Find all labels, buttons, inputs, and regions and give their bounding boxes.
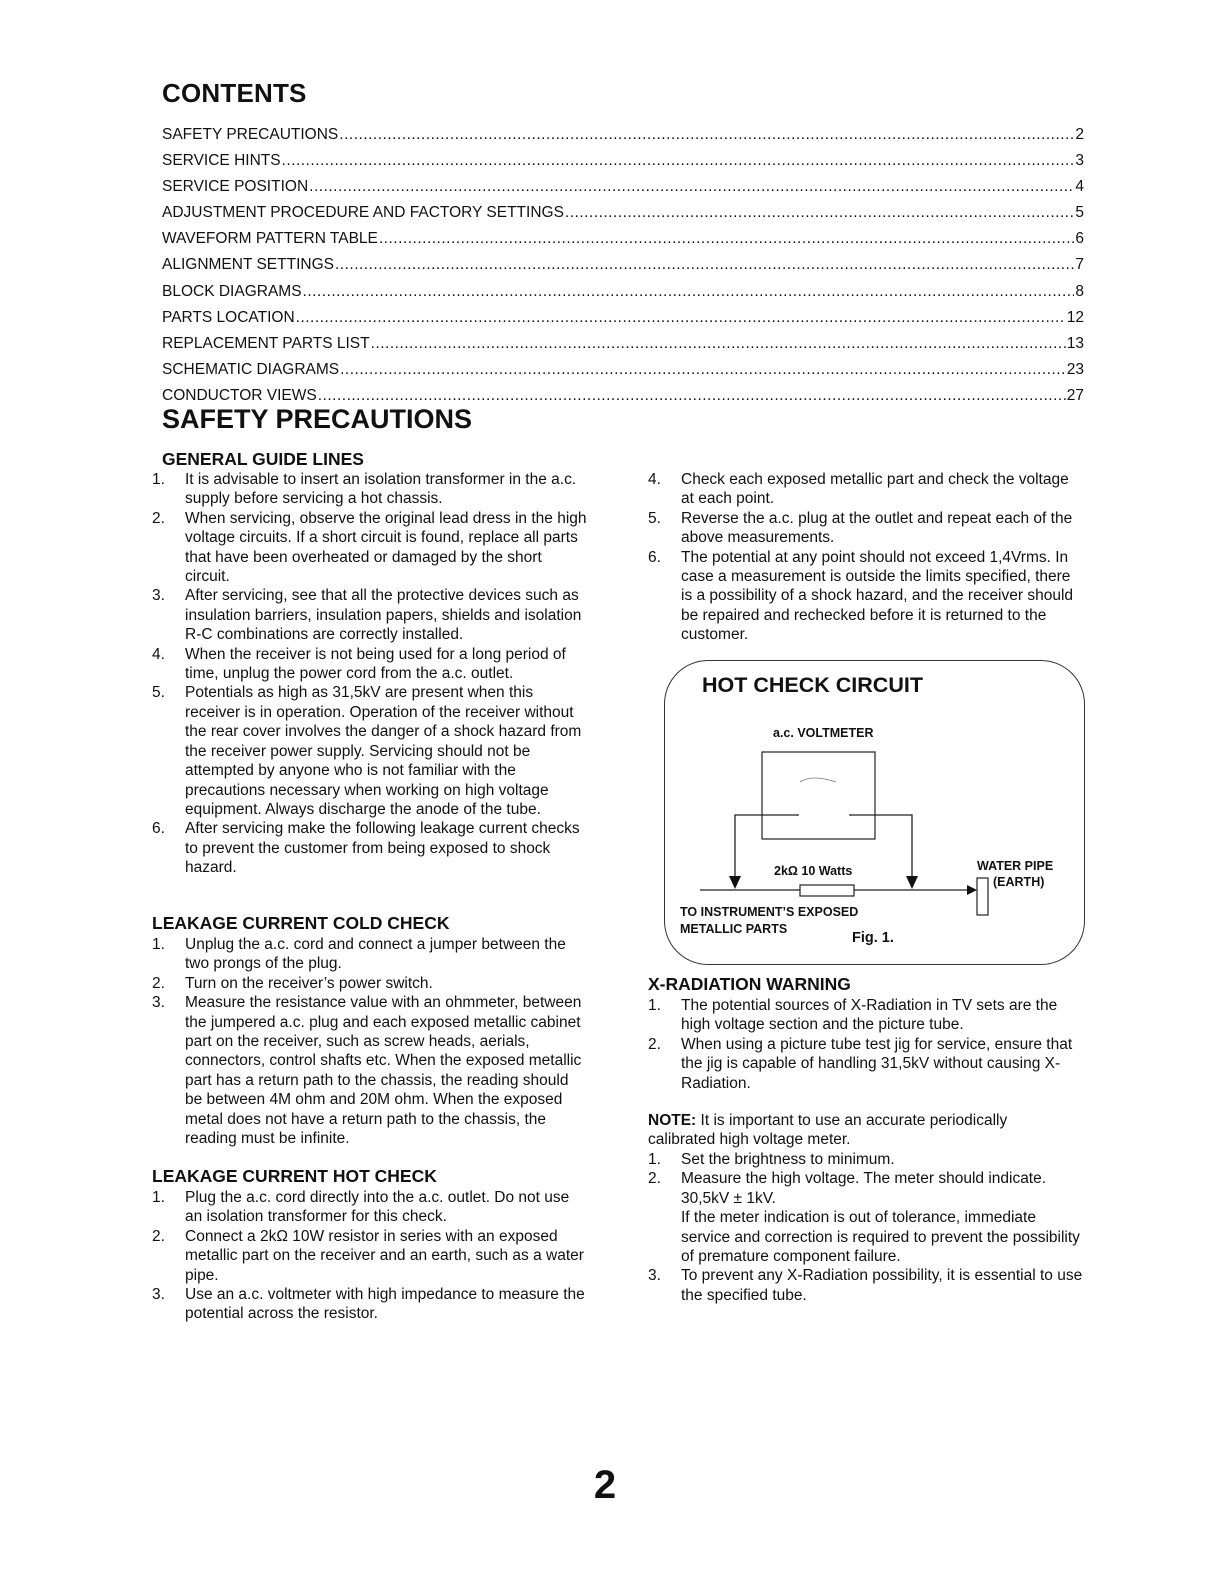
list-item-number: 1.	[152, 936, 165, 953]
table-of-contents	[162, 125, 1084, 412]
list-item-text: To prevent any X-Radiation possibility, it is essential to use the specified tube.	[681, 1267, 1083, 1304]
cold-check-heading: LEAKAGE CURRENT COLD CHECK	[152, 913, 450, 933]
list-item-number: 2.	[648, 1170, 661, 1188]
resistor-label: 2kΩ 10 Watts	[774, 864, 853, 878]
toc-entry	[162, 308, 1084, 334]
toc-leader-dots	[296, 308, 1066, 328]
list-item-text: The potential sources of X-Radiation in TV sets are the high voltage section and the picture tube.	[681, 997, 1058, 1034]
list-item-number: 2.	[152, 974, 165, 992]
resistor-symbol	[800, 885, 854, 896]
toc-entry	[162, 151, 1084, 177]
instrument-label: TO INSTRUMENT’S EXPOSED	[680, 905, 859, 919]
safety-precautions-title: SAFETY PRECAUTIONS	[162, 404, 473, 434]
list-item-number: 6.	[152, 820, 165, 838]
toc-entry	[162, 177, 1084, 203]
toc-leader-dots	[309, 177, 1074, 197]
list-item	[152, 509, 587, 587]
toc-leader-dots	[282, 151, 1075, 171]
list-item	[648, 1035, 1083, 1093]
list-item-number: 3.	[648, 1267, 661, 1285]
list-item-text: Reverse the a.c. plug at the outlet and repeat each of the above measurements.	[681, 509, 1073, 547]
list-item-text: Connect a 2kΩ 10W resistor in series with an exposed metallic part on the receiver and an earth, such as a water pipe.	[185, 1227, 584, 1284]
toc-entry-label: CONDUCTOR VIEWS	[162, 386, 317, 404]
toc-entry-page: 6	[1075, 230, 1084, 248]
hot-check-circuit-title: HOT CHECK CIRCUIT	[702, 673, 923, 697]
list-item-text: When servicing, observe the original lead dress in the high voltage circuits. If a short circuit is found, replace all parts that have been overheated or damaged by the short circuit.	[185, 509, 587, 586]
list-item-extra-text: If the meter indication is out of tolerance, immediate service and correction is required to prevent the possibility of premature component failure.	[681, 1209, 1080, 1266]
toc-entry-page: 23	[1066, 360, 1084, 378]
list-item-number: 1.	[152, 471, 165, 488]
list-item-text: Plug the a.c. cord directly into the a.c. outlet. Do not use an isolation transformer for this check.	[185, 1189, 570, 1226]
toc-entry-label: SAFETY PRECAUTIONS	[162, 126, 339, 143]
toc-entry-page: 13	[1066, 334, 1084, 352]
general-guide-lines-list	[152, 470, 587, 878]
earth-label: (EARTH)	[993, 875, 1045, 889]
toc-entry	[162, 255, 1084, 281]
list-item	[152, 935, 587, 974]
list-item-number: 6.	[648, 548, 661, 566]
list-item-number: 5.	[152, 684, 165, 702]
toc-entry-page: 3	[1075, 152, 1084, 170]
toc-entry-label: SERVICE HINTS	[162, 152, 281, 170]
toc-entry	[162, 282, 1084, 308]
list-item-text: Potentials as high as 31,5kV are present when this receiver is in operation. Operation of the receiver without the rear cover involves the danger of a shock hazard from the receiver power supply. Servicing should not be attempted by anyone who is not familiar with the precautions necessary when working on high voltage equipment. Always discharge the anode of the tube.	[185, 684, 582, 818]
list-item	[648, 1150, 1083, 1169]
note-label: NOTE:	[648, 1112, 697, 1129]
list-item-number: 1.	[648, 997, 661, 1014]
list-item-text: Turn on the receiver’s power switch.	[185, 974, 433, 992]
list-item	[648, 548, 1083, 645]
list-item-number: 3.	[152, 994, 165, 1012]
list-item-text: The potential at any point should not exceed 1,4Vrms. In case a measurement is outside the limits specified, there is a possibility of a shock hazard, and the receiver should be repaired and rechecked before it is returned to the customer.	[681, 548, 1074, 644]
list-item	[648, 470, 1083, 509]
list-item-number: 4.	[648, 471, 661, 488]
voltmeter-label: a.c. VOLTMETER	[773, 726, 874, 740]
cold-check-list	[152, 935, 587, 1148]
right-probe-arrow	[906, 876, 918, 889]
hot-check-heading: LEAKAGE CURRENT HOT CHECK	[152, 1166, 437, 1186]
list-item-text: Use an a.c. voltmeter with high impedance to measure the potential across the resistor.	[185, 1286, 585, 1323]
list-item	[152, 1227, 587, 1285]
list-item	[152, 645, 587, 684]
list-item-text: After servicing, see that all the protective devices such as insulation barriers, insulation papers, shields and isolation R-C combinations are correctly installed.	[185, 587, 582, 644]
list-item	[152, 586, 587, 644]
list-item-number: 1.	[648, 1151, 661, 1168]
general-guide-lines-heading: GENERAL GUIDE LINES	[162, 449, 364, 469]
toc-entry-page: 5	[1075, 204, 1084, 222]
toc-leader-dots	[318, 386, 1066, 406]
toc-leader-dots	[371, 334, 1066, 354]
list-item-text: When the receiver is not being used for a long period of time, unplug the power cord from the a.c. outlet.	[185, 645, 566, 683]
toc-entry-label: ADJUSTMENT PROCEDURE AND FACTORY SETTINGS	[162, 204, 564, 222]
contents-title: CONTENTS	[162, 78, 307, 108]
list-item-number: 2.	[152, 509, 165, 527]
water-pipe-symbol	[977, 878, 988, 915]
list-item	[648, 509, 1083, 548]
list-item-text: Set the brightness to minimum.	[681, 1151, 895, 1168]
toc-leader-dots	[379, 229, 1075, 249]
page-number: 2	[593, 1463, 617, 1507]
list-item	[152, 1285, 587, 1324]
left-probe-wire	[735, 815, 798, 878]
toc-entry-label: REPLACEMENT PARTS LIST	[162, 334, 370, 352]
list-item	[152, 1188, 587, 1227]
toc-entry-label: WAVEFORM PATTERN TABLE	[162, 230, 378, 248]
toc-entry	[162, 334, 1084, 360]
figure-caption: Fig. 1.	[852, 930, 894, 946]
toc-leader-dots	[565, 203, 1074, 223]
toc-entry-label: SERVICE POSITION	[162, 178, 309, 196]
x-radiation-list	[648, 996, 1083, 1093]
note-text: It is important to use an accurate periodically calibrated high voltage meter.	[648, 1112, 1008, 1149]
list-item-text: When using a picture tube test jig for service, ensure that the jig is capable of handling 31,5kV without causing X-Radiation.	[681, 1035, 1073, 1092]
list-item-number: 4.	[152, 645, 165, 663]
toc-leader-dots	[339, 125, 1074, 145]
list-item	[152, 974, 587, 993]
note-paragraph	[648, 1111, 1078, 1150]
list-item	[648, 1169, 1083, 1266]
list-item-text: Check each exposed metallic part and check the voltage at each point.	[681, 471, 1069, 508]
list-item	[152, 470, 587, 509]
list-item	[152, 993, 587, 1148]
list-item-text: It is advisable to insert an isolation transformer in the a.c. supply before servicing a hot chassis.	[185, 471, 577, 508]
list-item-number: 2.	[152, 1227, 165, 1245]
toc-entry	[162, 203, 1084, 229]
toc-entry-page: 7	[1075, 256, 1084, 274]
list-item-text: Measure the resistance value with an ohmmeter, between the jumpered a.c. plug and each exposed metallic cabinet part on the receiver, such as screw heads, aerials, connectors, control shafts etc. When the exposed metallic part has a return path to the chassis, the reading should be between 4M ohm and 20M ohm. When the exposed metal does not have a return path to the chassis, the reading must be infinite.	[185, 994, 582, 1148]
toc-entry	[162, 360, 1084, 386]
water-pipe-label: WATER PIPE	[977, 859, 1054, 873]
toc-entry-page: 8	[1075, 282, 1084, 300]
note-list	[648, 1150, 1083, 1305]
toc-entry-label: PARTS LOCATION	[162, 308, 295, 326]
toc-leader-dots	[340, 360, 1066, 380]
toc-entry	[162, 229, 1084, 255]
list-item	[648, 996, 1083, 1035]
toc-entry-label: ALIGNMENT SETTINGS	[162, 256, 334, 274]
list-item-number: 3.	[152, 587, 165, 605]
list-item-text: After servicing make the following leakage current checks to prevent the customer from being exposed to shock hazard.	[185, 820, 580, 877]
hot-check-list-continued	[648, 470, 1083, 645]
voltmeter-needle-arc	[800, 778, 836, 782]
toc-entry-page: 27	[1066, 386, 1084, 404]
toc-entry-page: 2	[1075, 126, 1084, 143]
toc-entry-page: 12	[1066, 308, 1084, 326]
list-item-number: 2.	[648, 1035, 661, 1053]
list-item-number: 3.	[152, 1286, 165, 1304]
toc-entry-label: SCHEMATIC DIAGRAMS	[162, 360, 340, 378]
toc-entry	[162, 125, 1084, 151]
left-probe-arrow	[729, 876, 741, 889]
toc-leader-dots	[303, 282, 1075, 302]
list-item	[152, 683, 587, 819]
metallic-parts-label: METALLIC PARTS	[680, 922, 788, 936]
hot-check-circuit-diagram	[664, 660, 1085, 965]
list-item	[648, 1266, 1083, 1305]
toc-entry-label: BLOCK DIAGRAMS	[162, 282, 302, 300]
list-item-number: 1.	[152, 1189, 165, 1206]
list-item-number: 5.	[648, 509, 661, 527]
x-radiation-heading: X-RADIATION WARNING	[648, 974, 851, 994]
toc-entry-page: 4	[1075, 178, 1084, 196]
list-item	[152, 819, 587, 877]
list-item-text: Unplug the a.c. cord and connect a jumper between the two prongs of the plug.	[185, 936, 566, 973]
voltmeter-box	[762, 752, 875, 839]
list-item-text: Measure the high voltage. The meter should indicate. 30,5kV ± 1kV.	[681, 1170, 1047, 1207]
right-probe-wire	[850, 815, 912, 878]
toc-leader-dots	[335, 255, 1074, 275]
hot-check-list	[152, 1188, 587, 1324]
water-pipe-arrow	[967, 885, 977, 895]
